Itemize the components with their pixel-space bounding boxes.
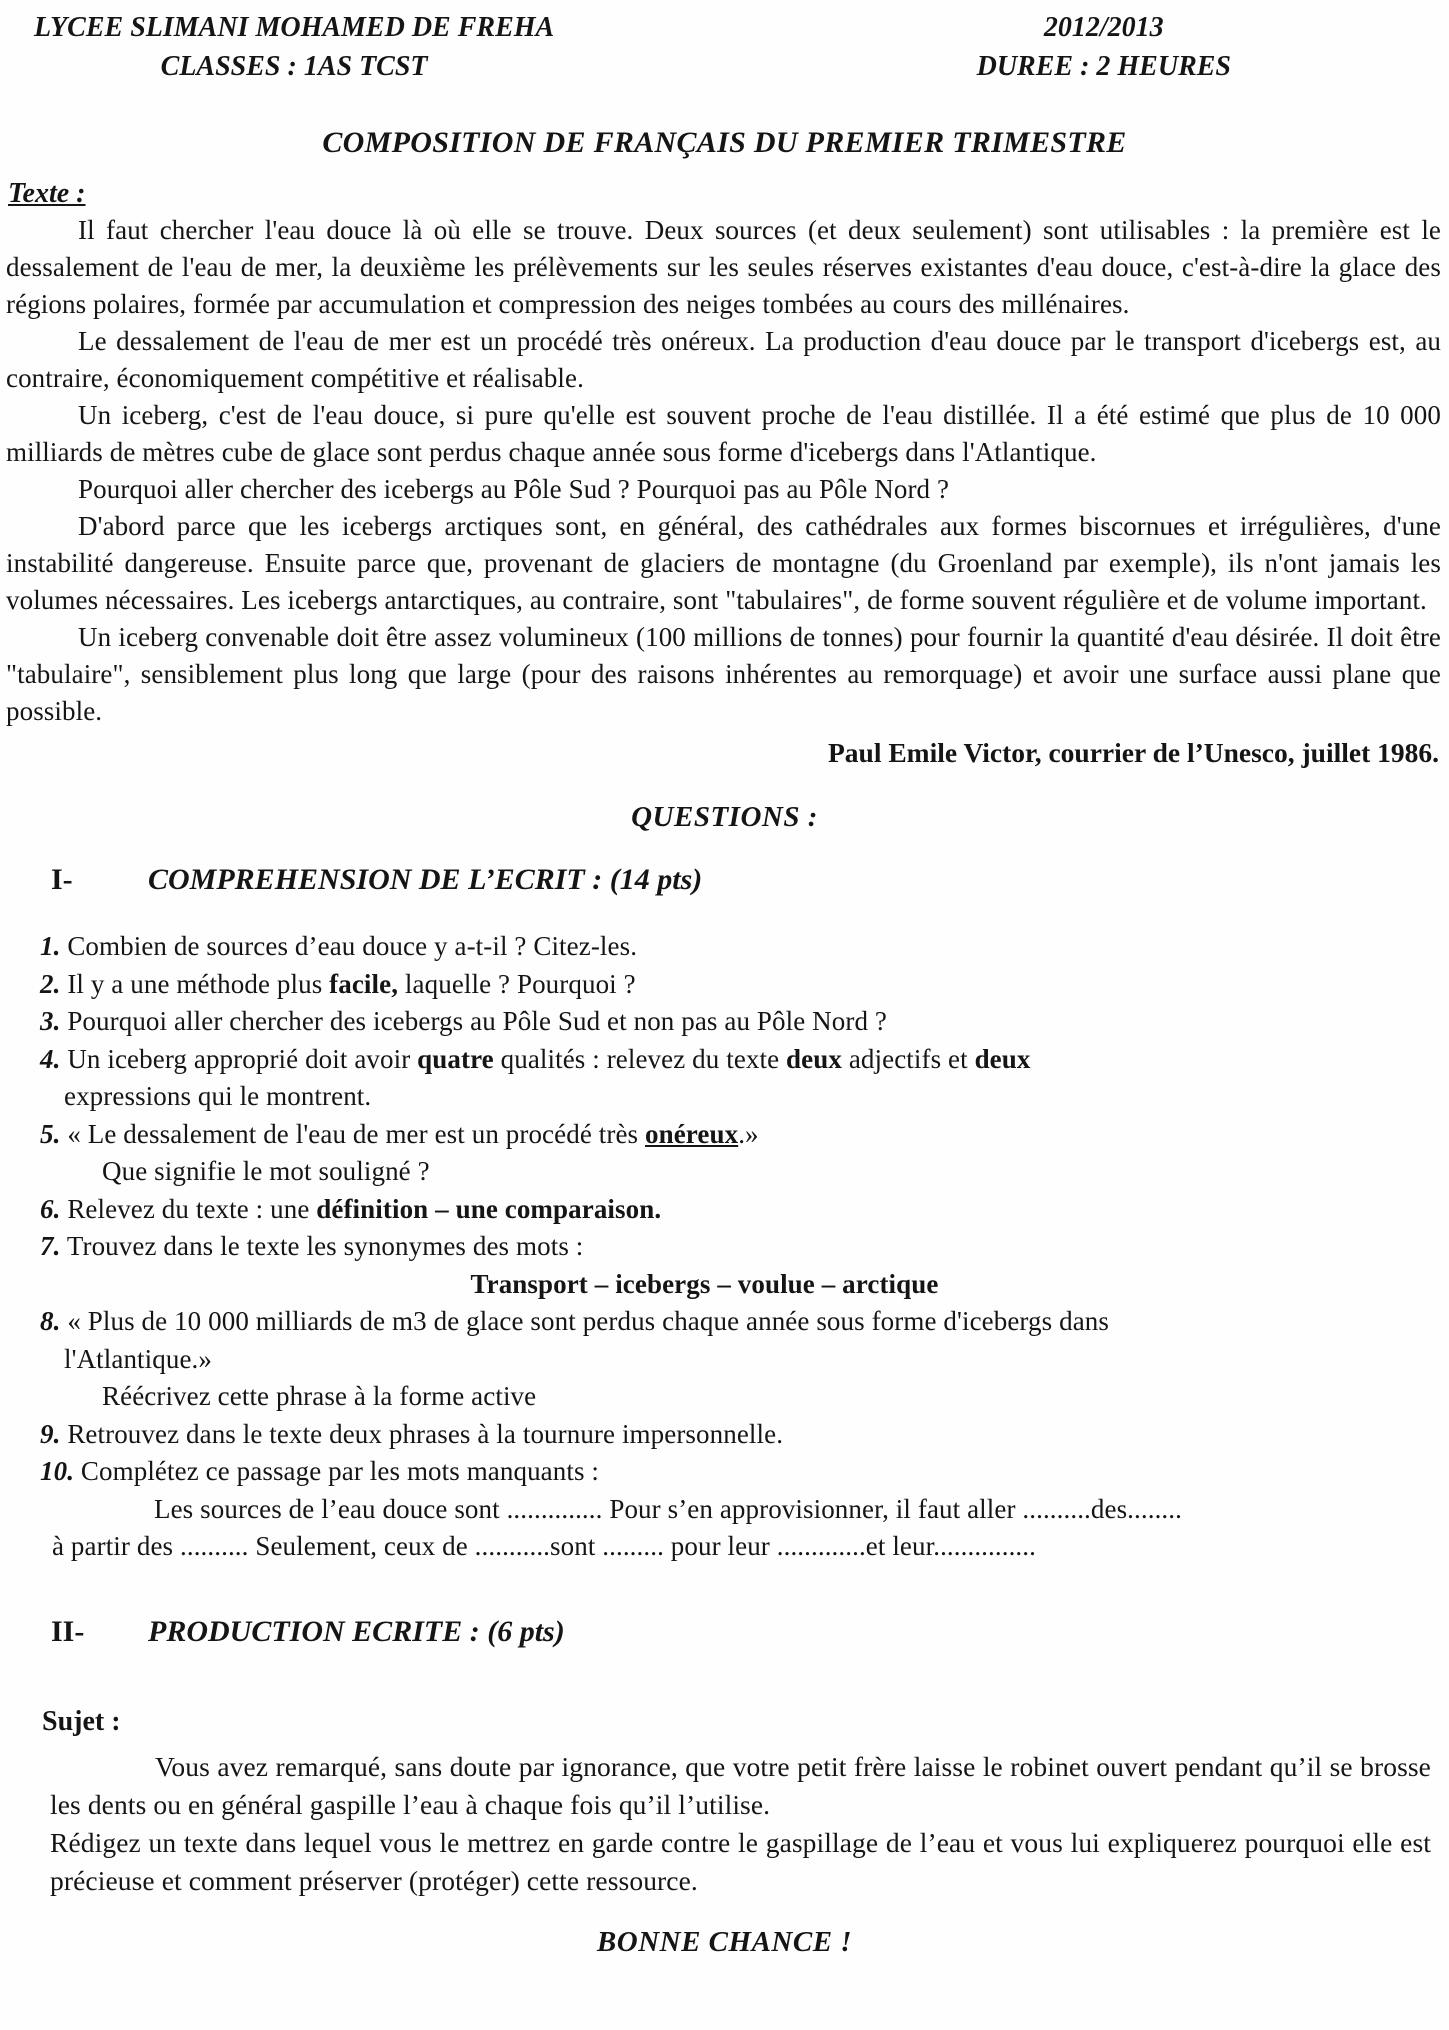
question-item-10 bbox=[6, 1453, 1437, 1491]
text-segment: Que signifie le mot souligné ? bbox=[102, 1156, 430, 1186]
section-2-title: PRODUCTION ECRITE : (6 pts) bbox=[148, 1614, 565, 1648]
text-segment: expressions qui le montrent. bbox=[64, 1081, 372, 1111]
subject-paragraph: Rédigez un texte dans lequel vous le mettrez en garde contre le gaspillage de l’eau et vous lui expliquerez pourquoi elle est précieuse et comment préserver (protéger) cette ressource. bbox=[50, 1826, 1431, 1896]
question-extra-line bbox=[6, 1078, 1443, 1116]
exam-info-block bbox=[977, 8, 1231, 86]
question-item-9 bbox=[6, 1416, 1437, 1454]
school-name: LYCEE SLIMANI MOHAMED DE FREHA bbox=[34, 12, 555, 43]
text-segment: l'Atlantique.» bbox=[64, 1343, 212, 1374]
page-title: COMPOSITION DE FRANÇAIS DU PREMIER TRIMESTRE bbox=[322, 126, 1127, 159]
text-segment: .» bbox=[738, 1118, 759, 1149]
question-item-2 bbox=[6, 966, 1437, 1004]
text-segment: Transport – icebergs – voulue – arctique bbox=[470, 1268, 939, 1299]
text-segment: Complétez ce passage par les mots manquants : bbox=[80, 1456, 600, 1486]
text-segment: Relevez du texte : une bbox=[67, 1193, 317, 1224]
text-segment: définition – une comparaison. bbox=[316, 1193, 662, 1224]
section-1-title: COMPREHENSION DE L’ECRIT : (14 pts) bbox=[148, 863, 703, 896]
question-number: 10. bbox=[40, 1456, 75, 1486]
text-segment: Pourquoi aller chercher des icebergs au Pôle Sud et non pas au Pôle Nord ? bbox=[67, 1006, 887, 1036]
question-number: 3. bbox=[40, 1006, 61, 1036]
question-number: 7. bbox=[40, 1231, 61, 1261]
question-number: 5. bbox=[40, 1118, 61, 1149]
question-number: 6. bbox=[40, 1193, 61, 1224]
text-paragraph: Un iceberg convenable doit être assez volumineux (100 millions de tonnes) pour fournir la quantité d'eau désirée. Il doit être "tabulaire", sensiblement plus long que large (pour des raisons inhérentes au remorquage) et avoir une surface aussi plane que possible. bbox=[6, 622, 1441, 726]
section-2-heading bbox=[6, 1612, 1443, 1652]
text-segment: qualités : relevez du texte bbox=[493, 1043, 787, 1074]
subject-label: Sujet : bbox=[42, 1705, 121, 1737]
text-section-label: Texte : bbox=[8, 178, 86, 209]
text-segment: laquelle ? Pourquoi ? bbox=[398, 968, 636, 999]
text-segment: Trouvez dans le texte les synonymes des mots : bbox=[66, 1231, 584, 1261]
question-extra-line bbox=[6, 1341, 1443, 1379]
text-paragraph: D'abord parce que les icebergs arctiques sont, en général, des cathédrales aux formes biscornues et irrégulières, d'une instabilité dangereuse. Ensuite parce que, provenant de glaciers de montagne (du Groenland par exemple), ils n'ont jamais les volumes nécessaires. Les icebergs antarctiques, au contraire, sont "tabulaires", de forme souvent régulière et de volume important. bbox=[6, 511, 1441, 615]
text-segment: à partir des .......... Seulement, ceux de ...........sont ......... pour leur .............et leur............... bbox=[52, 1531, 1036, 1561]
text-attribution: Paul Emile Victor, courrier de l’Unesco, juillet 1986. bbox=[827, 737, 1439, 768]
reading-text bbox=[6, 212, 1441, 730]
document-header bbox=[6, 8, 1443, 86]
text-segment: deux bbox=[786, 1043, 842, 1074]
text-paragraph: Il faut chercher l'eau douce là où elle se trouve. Deux sources (et deux seulement) sont utilisables : la première est le dessalement de l'eau de mer, la deuxième les prélèvements sur les seules réserves existantes d'eau douce, c'est-à-dire la glace des régions polaires, formée par accumulation et compression des neiges tombées au cours des millénaires. bbox=[6, 215, 1441, 319]
question-extra-line bbox=[6, 1528, 1443, 1566]
question-extra-line bbox=[6, 1378, 1443, 1416]
text-segment: Réécrivez cette phrase à la forme active bbox=[102, 1381, 537, 1411]
question-item-5 bbox=[6, 1116, 1437, 1154]
question-item-6 bbox=[6, 1191, 1437, 1229]
section-2-numeral: II- bbox=[51, 1614, 85, 1648]
question-number: 1. bbox=[40, 931, 61, 961]
closing-message: BONNE CHANCE ! bbox=[596, 1925, 853, 1958]
section-1-numeral: I- bbox=[51, 863, 73, 896]
question-number: 4. bbox=[40, 1043, 61, 1074]
text-segment: adjectifs et bbox=[841, 1043, 975, 1074]
question-item-1 bbox=[6, 928, 1437, 966]
text-segment: Combien de sources d’eau douce y a-t-il ? Citez-les. bbox=[67, 931, 638, 961]
text-segment: Retrouvez dans le texte deux phrases à la tournure impersonnelle. bbox=[67, 1418, 784, 1449]
text-paragraph: Un iceberg, c'est de l'eau douce, si pure qu'elle est souvent proche de l'eau distillée. Il a été estimé que plus de 10 000 milliards de mètres cube de glace sont perdus chaque année sous forme d'icebergs dans l'Atlantique. bbox=[6, 400, 1441, 467]
question-extra-line bbox=[6, 1266, 1443, 1304]
school-year: 2012/2013 bbox=[1043, 12, 1164, 43]
questions-list bbox=[6, 928, 1443, 1566]
subject-text bbox=[50, 1748, 1431, 1900]
exam-duration: DUREE : 2 HEURES bbox=[976, 51, 1231, 82]
question-extra-line bbox=[6, 1491, 1443, 1529]
question-extra-line bbox=[6, 1153, 1443, 1191]
question-item-4 bbox=[6, 1041, 1437, 1079]
class-name: CLASSES : 1AS TCST bbox=[160, 51, 428, 82]
question-item-8 bbox=[6, 1303, 1437, 1341]
text-segment: deux bbox=[974, 1043, 1031, 1074]
question-number: 8. bbox=[40, 1306, 61, 1336]
text-segment: Un iceberg approprié doit avoir bbox=[67, 1043, 418, 1074]
question-number: 2. bbox=[40, 968, 61, 999]
question-item-7 bbox=[6, 1228, 1437, 1266]
text-segment: facile, bbox=[329, 968, 399, 999]
section-1-heading bbox=[6, 860, 1443, 900]
text-paragraph: Le dessalement de l'eau de mer est un procédé très onéreux. La production d'eau douce par le transport d'icebergs est, au contraire, économiquement compétitive et réalisable. bbox=[6, 326, 1441, 393]
text-segment: « Le dessalement de l'eau de mer est un procédé très bbox=[67, 1118, 645, 1149]
question-item-3 bbox=[6, 1003, 1437, 1041]
text-segment: « Plus de 10 000 milliards de m3 de glace sont perdus chaque année sous forme d'icebergs dans bbox=[67, 1306, 1109, 1336]
text-segment: quatre bbox=[417, 1043, 494, 1074]
subject-paragraph: Vous avez remarqué, sans doute par ignorance, que votre petit frère laisse le robinet ouvert pendant qu’il se brosse les dents ou en général gaspille l’eau à chaque fois qu’il l’utilise. bbox=[50, 1750, 1431, 1820]
text-segment: onéreux bbox=[645, 1118, 739, 1149]
text-paragraph: Pourquoi aller chercher des icebergs au Pôle Sud ? Pourquoi pas au Pôle Nord ? bbox=[78, 474, 950, 504]
text-segment: Les sources de l’eau douce sont .............. Pour s’en approvisionner, il faut aller ..........des........ bbox=[154, 1493, 1182, 1524]
questions-heading: QUESTIONS : bbox=[631, 801, 818, 833]
text-segment: Il y a une méthode plus bbox=[67, 968, 330, 999]
school-info-block bbox=[34, 8, 554, 86]
question-number: 9. bbox=[40, 1418, 61, 1449]
